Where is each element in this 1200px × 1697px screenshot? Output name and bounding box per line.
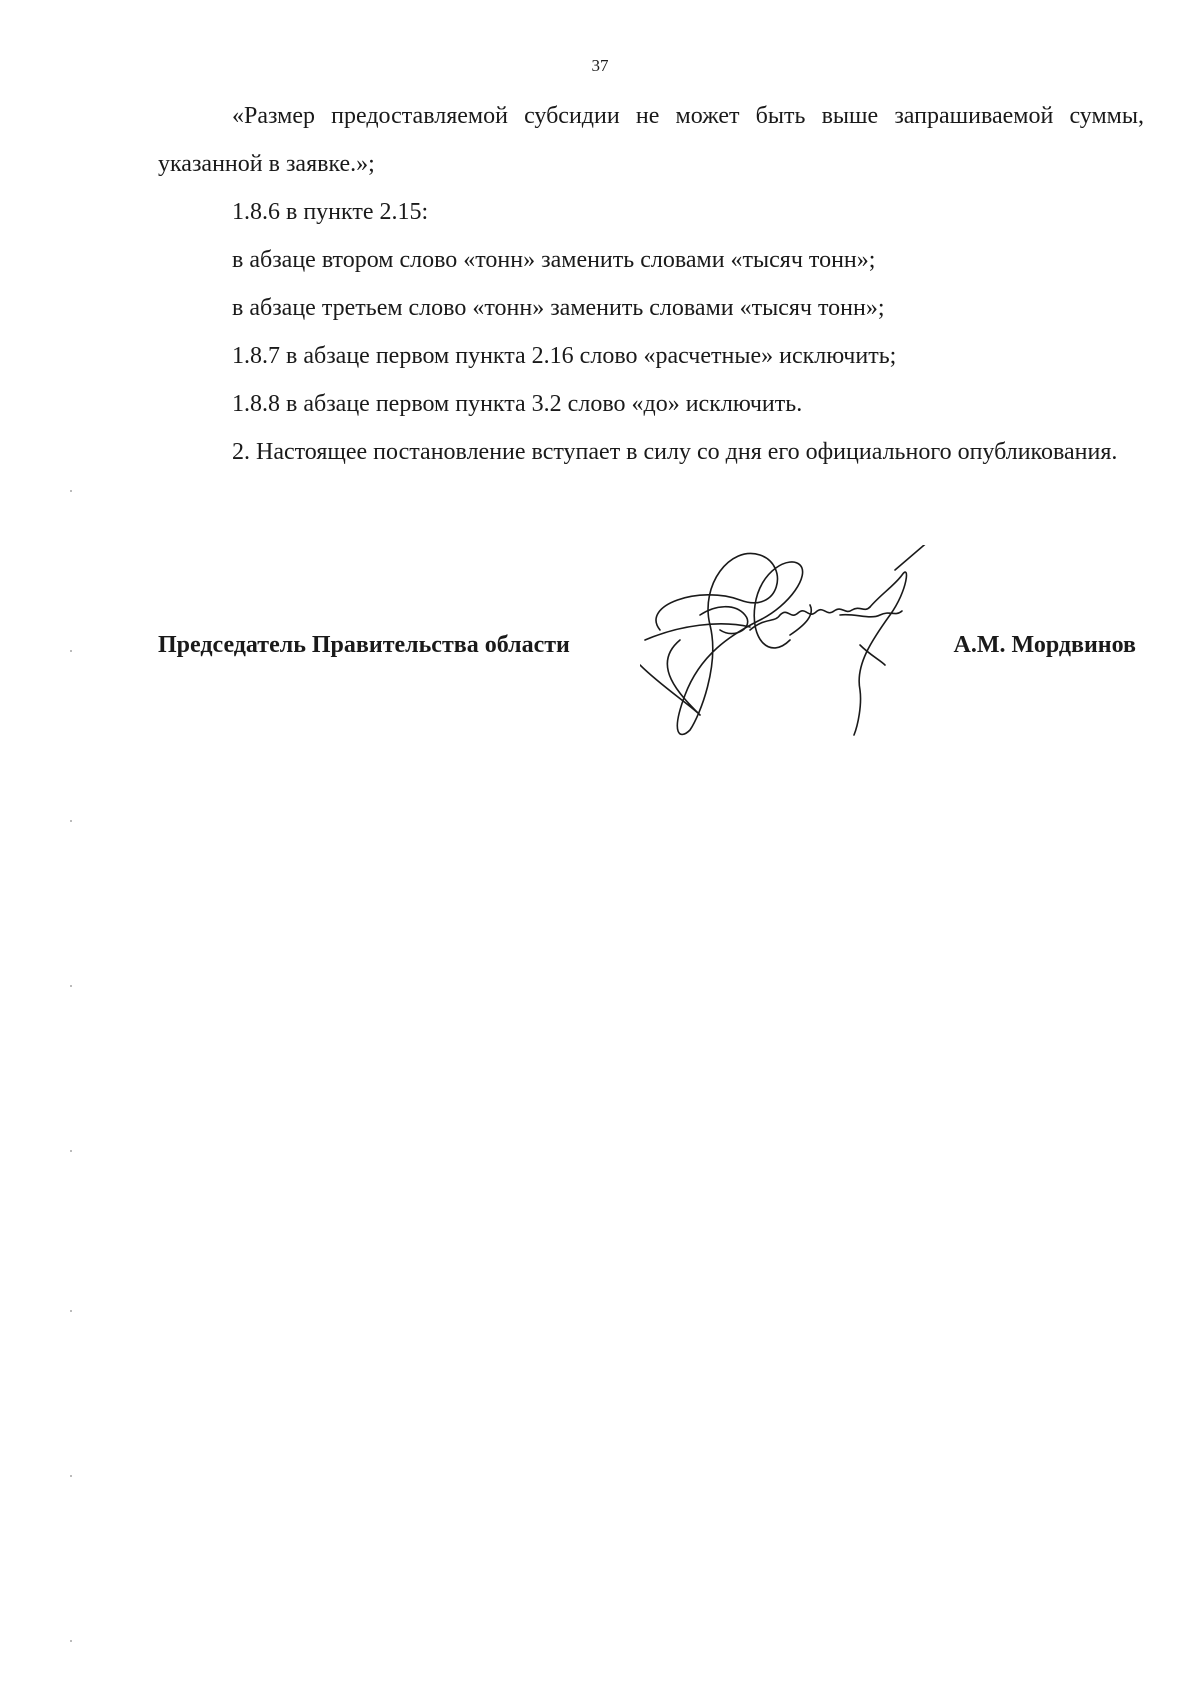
paragraph: «Размер предоставляемой субсидии не может быть выше запрашиваемой суммы, указанной в заявке.»;: [158, 103, 1144, 177]
signatory-name: А.М. Мордвинов: [953, 632, 1136, 658]
paragraph: 1.8.8 в абзаце первом пункта 3.2 слово «до» исключить.: [232, 391, 803, 417]
margin-mark: [70, 1150, 72, 1152]
page-number: 37: [591, 56, 609, 75]
signatory-position: Председатель Правительства области: [158, 632, 570, 658]
paragraph: в абзаце втором слово «тонн» заменить словами «тысяч тонн»;: [232, 247, 876, 273]
margin-mark: [70, 650, 72, 652]
handwritten-signature: [640, 545, 990, 745]
margin-mark: [70, 985, 72, 987]
margin-mark: [70, 1475, 72, 1477]
margin-mark: [70, 490, 72, 492]
paragraph: в абзаце третьем слово «тонн» заменить словами «тысяч тонн»;: [232, 295, 885, 321]
margin-mark: [70, 820, 72, 822]
paragraph: 1.8.7 в абзаце первом пункта 2.16 слово «расчетные» исключить;: [232, 343, 897, 369]
paragraph: 2. Настоящее постановление вступает в силу со дня его официального опубликования.: [232, 439, 1118, 465]
paragraph: 1.8.6 в пункте 2.15:: [232, 199, 429, 225]
margin-mark: [70, 1310, 72, 1312]
margin-mark: [70, 1640, 72, 1642]
document-body: [158, 92, 1144, 476]
